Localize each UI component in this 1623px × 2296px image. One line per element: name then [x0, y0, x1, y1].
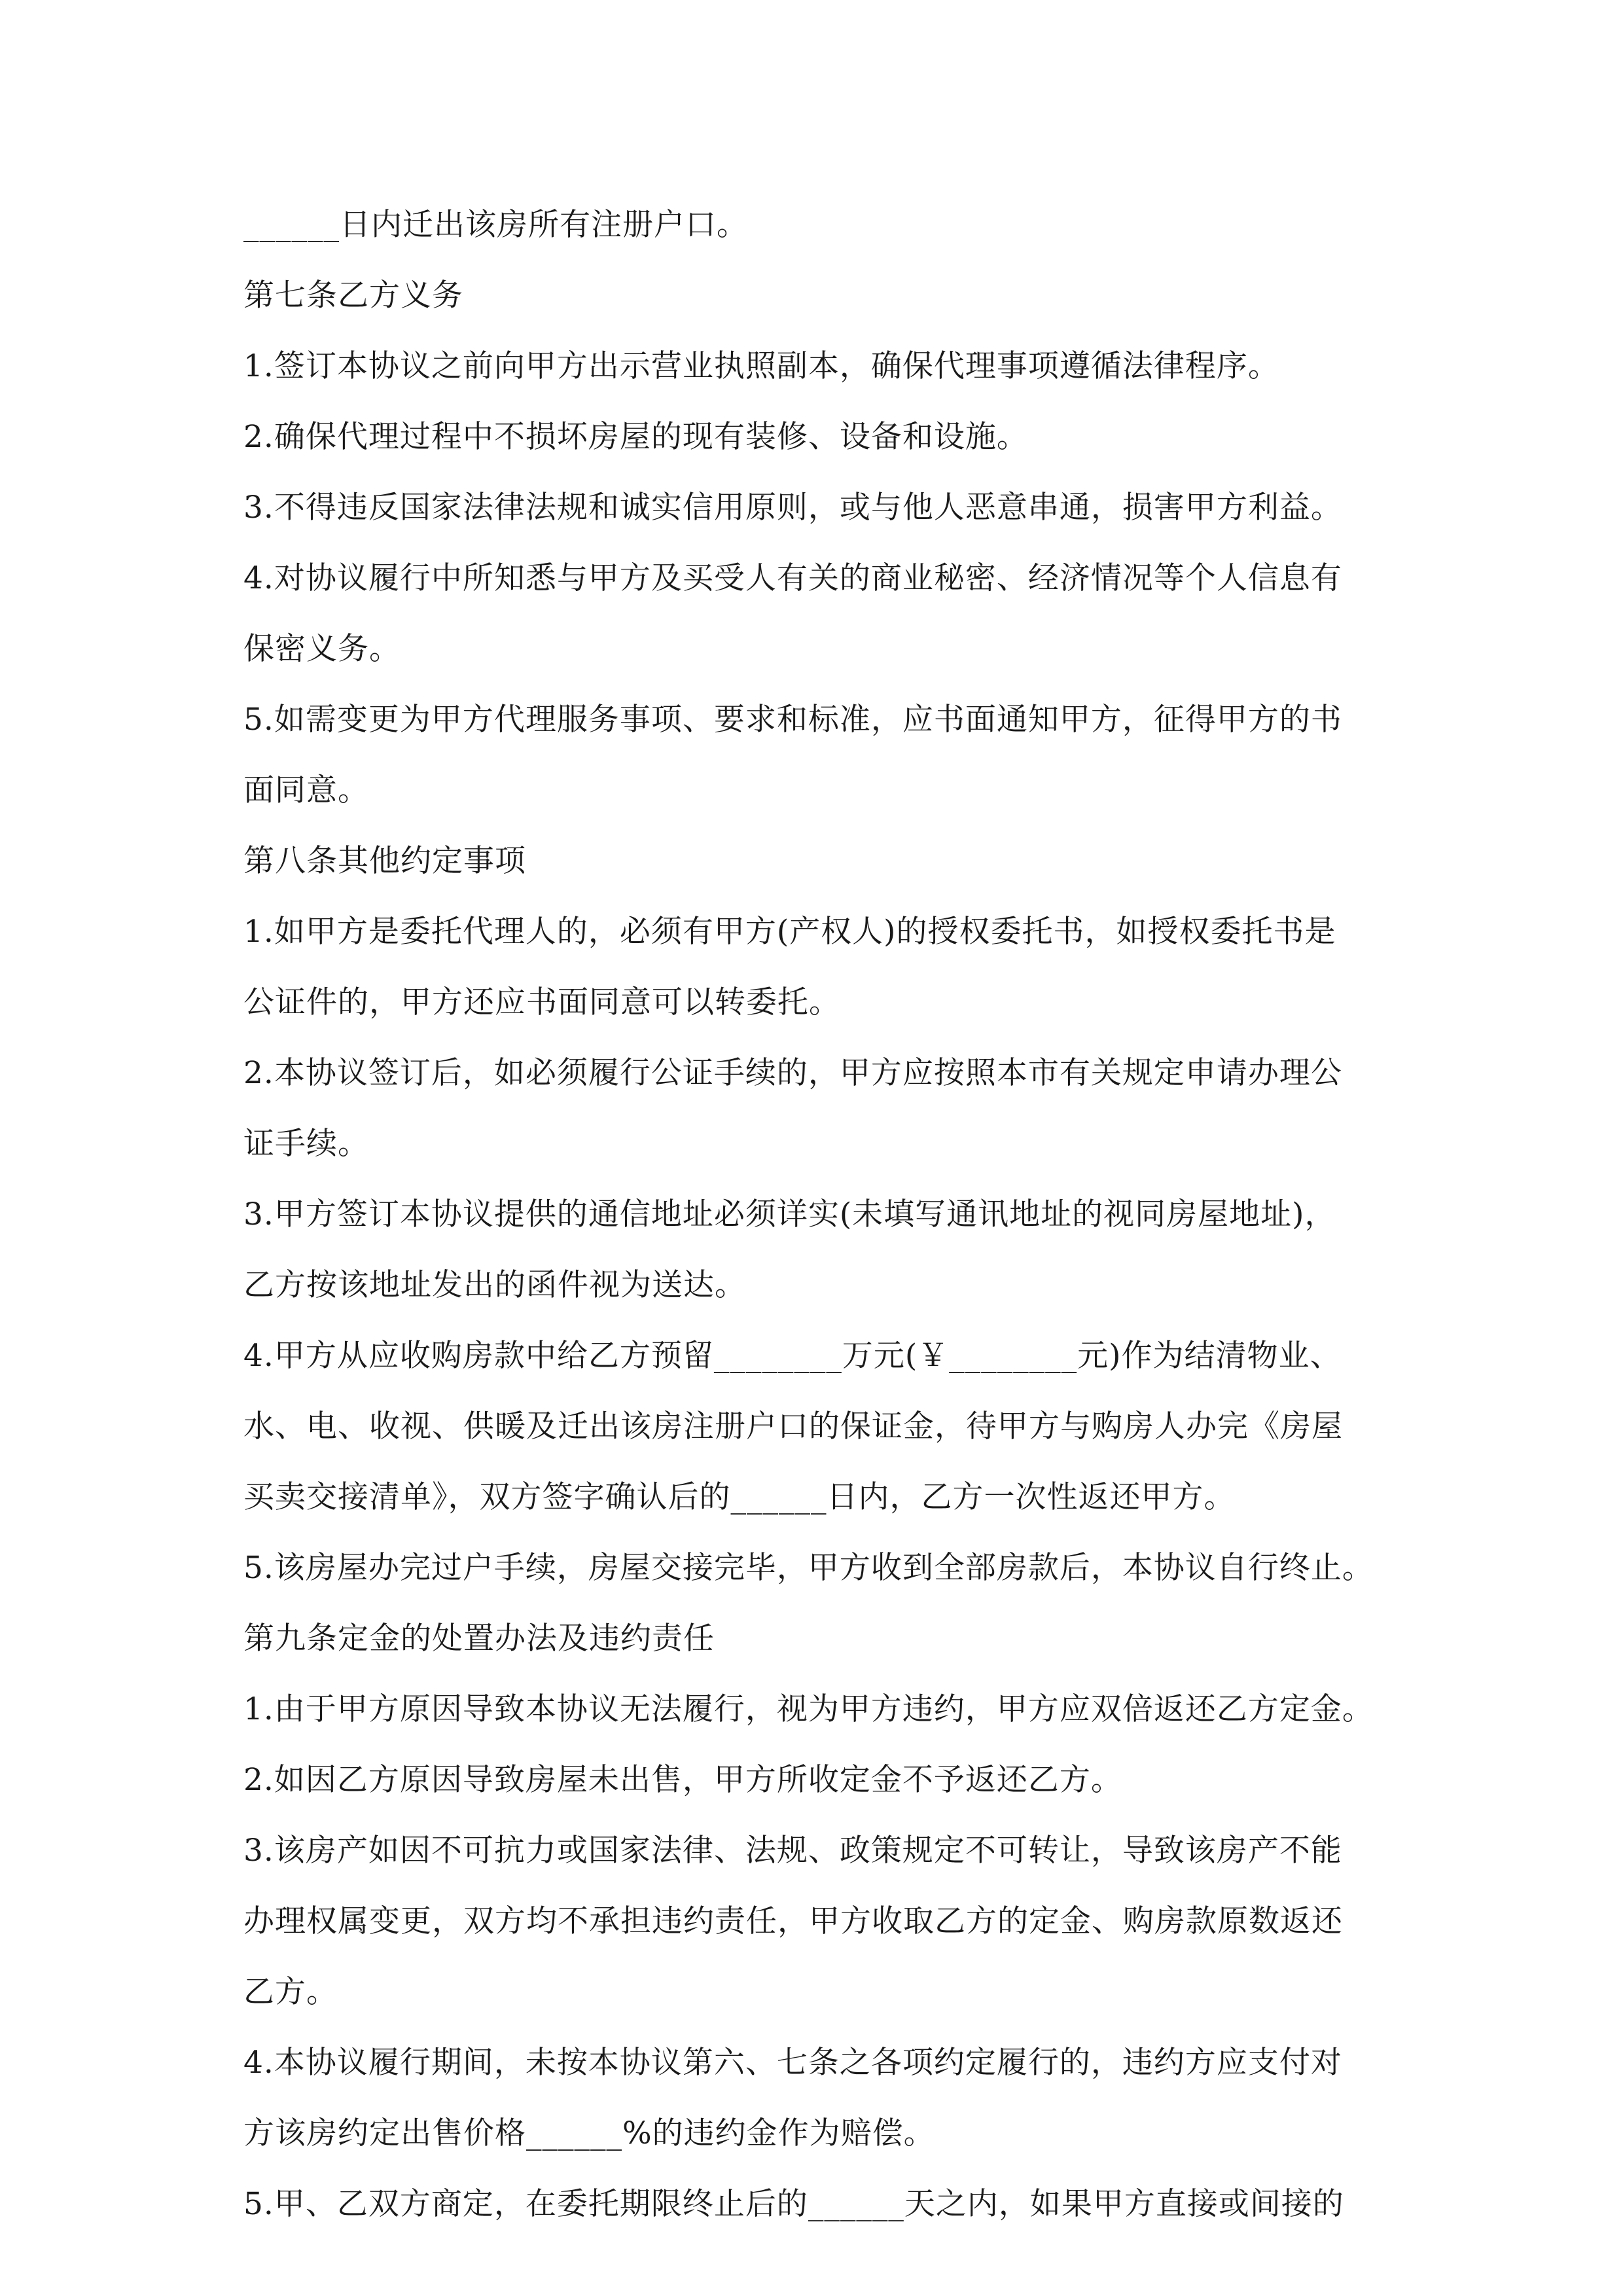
article-heading: 第八条其他约定事项 — [243, 843, 526, 879]
text-line: 2.确保代理过程中不损坏房屋的现有装修、设备和设施。 — [243, 419, 1028, 455]
text-line: 买卖交接清单》，双方签字确认后的______日内，乙方一次性返还甲方。 — [243, 1479, 1236, 1515]
text-line: 方该房约定出售价格______%的违约金作为赔偿。 — [243, 2115, 935, 2151]
text-line: 5.该房屋办完过户手续，房屋交接完毕，甲方收到全部房款后，本协议自行终止。 — [243, 1550, 1374, 1586]
text-line: ______日内迁出该房所有注册户口。 — [243, 207, 748, 243]
text-line: 2.本协议签订后，如必须履行公证手续的，甲方应按照本市有关规定申请办理公 — [243, 1055, 1342, 1091]
text-line: 4.对协议履行中所知悉与甲方及买受人有关的商业秘密、经济情况等个人信息有 — [243, 560, 1342, 596]
text-line: 3.甲方签订本协议提供的通信地址必须详实(未填写通讯地址的视同房屋地址)， — [243, 1196, 1336, 1232]
text-line: 1.如甲方是委托代理人的，必须有甲方(产权人)的授权委托书，如授权委托书是 — [243, 914, 1336, 950]
text-line: 5.甲、乙双方商定，在委托期限终止后的______天之内，如果甲方直接或间接的 — [243, 2186, 1344, 2222]
text-line: 乙方按该地址发出的函件视为送达。 — [243, 1267, 746, 1303]
text-line: 5.如需变更为甲方代理服务事项、要求和标准，应书面通知甲方，征得甲方的书 — [243, 702, 1342, 738]
text-line: 证手续。 — [243, 1126, 369, 1162]
article-heading: 第九条定金的处置办法及违约责任 — [243, 1621, 715, 1657]
text-line: 2.如因乙方原因导致房屋未出售，甲方所收定金不予返还乙方。 — [243, 1762, 1122, 1798]
text-line: 公证件的，甲方还应书面同意可以转委托。 — [243, 984, 840, 1020]
text-line: 水、电、收视、供暖及迁出该房注册户口的保证金，待甲方与购房人办完《房屋 — [243, 1408, 1343, 1444]
text-line: 1.签订本协议之前向甲方出示营业执照副本，确保代理事项遵循法律程序。 — [243, 348, 1279, 384]
document-page — [243, 190, 1380, 2240]
text-line: 面同意。 — [243, 772, 369, 808]
text-line: 3.该房产如因不可抗力或国家法律、法规、政策规定不可转让，导致该房产不能 — [243, 1833, 1342, 1869]
text-line: 保密义务。 — [243, 631, 401, 667]
text-line: 1.由于甲方原因导致本协议无法履行，视为甲方违约，甲方应双倍返还乙方定金。 — [243, 1691, 1374, 1727]
text-line: 办理权属变更，双方均不承担违约责任，甲方收取乙方的定金、购房款原数返还 — [243, 1903, 1343, 1939]
text-line: 4.本协议履行期间，未按本协议第六、七条之各项约定履行的，违约方应支付对 — [243, 2045, 1342, 2081]
article-heading: 第七条乙方义务 — [243, 278, 463, 314]
text-line: 4.甲方从应收购房款中给乙方预留________万元(￥________元)作为结清物业、 — [243, 1338, 1342, 1374]
text-line: 乙方。 — [243, 1974, 338, 2010]
text-line: 3.不得违反国家法律法规和诚实信用原则，或与他人恶意串通，损害甲方利益。 — [243, 490, 1342, 526]
